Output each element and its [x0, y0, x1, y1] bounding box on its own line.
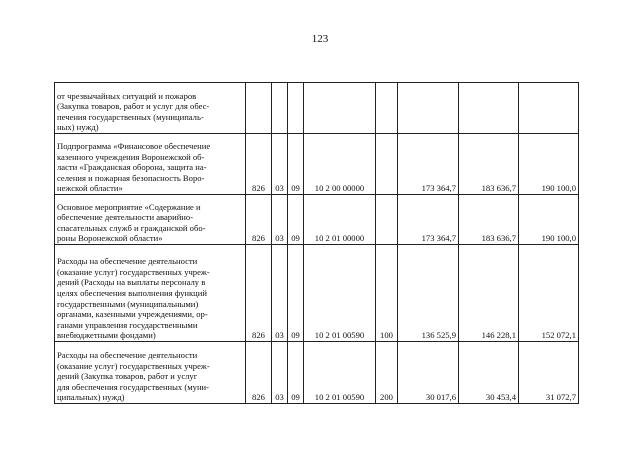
cell-year1: 173 364,7 — [398, 195, 459, 245]
cell-grbs: 826 — [246, 245, 272, 342]
description-line: целях обеспечения выполнения функций — [57, 288, 207, 299]
description-line: (оказание услуг) государственных учреж- — [57, 266, 210, 277]
description-line: дений (Закупка товаров, работ и услуг — [57, 371, 198, 382]
cell-grbs: 826 — [246, 342, 272, 404]
cell-year3: 31 072,7 — [519, 342, 579, 404]
cell-vr — [376, 195, 398, 245]
description-line: (оказание услуг) государственных учреж- — [57, 360, 210, 371]
table-row — [55, 245, 579, 342]
table-row — [55, 83, 579, 134]
cell-year1 — [398, 83, 459, 134]
description-line: от чрезвычайных ситуаций и пожаров — [57, 90, 197, 101]
cell-vr — [376, 134, 398, 195]
description-line: ласти «Гражданская оборона, защита на- — [57, 162, 207, 173]
cell-year2: 30 453,4 — [459, 342, 519, 404]
description-line: казенного учреждения Воронежской об- — [57, 151, 205, 162]
cell-year3 — [519, 83, 579, 134]
table-row — [55, 342, 579, 404]
cell-csr — [304, 83, 376, 134]
row-description — [55, 83, 246, 134]
cell-pr: 09 — [288, 342, 304, 404]
cell-pr: 09 — [288, 245, 304, 342]
description-line: дений (Расходы на выплаты персоналу в — [57, 277, 206, 288]
cell-rz: 03 — [272, 245, 288, 342]
cell-year2: 183 636,7 — [459, 195, 519, 245]
cell-vr — [376, 83, 398, 134]
cell-year3: 190 100,0 — [519, 195, 579, 245]
cell-year1: 30 017,6 — [398, 342, 459, 404]
cell-vr: 200 — [376, 342, 398, 404]
description-line: роны Воронежской области» — [57, 233, 163, 244]
description-line: селения и пожарная безопасность Воро- — [57, 172, 205, 183]
cell-grbs: 826 — [246, 195, 272, 245]
cell-year3: 190 100,0 — [519, 134, 579, 195]
cell-year1: 136 525,9 — [398, 245, 459, 342]
row-description — [55, 134, 246, 195]
cell-pr — [288, 83, 304, 134]
page-number: 123 — [311, 33, 329, 45]
description-line: спасательных служб и гражданской обо- — [57, 222, 206, 233]
row-description — [55, 342, 246, 404]
description-line: Расходы на обеспечение деятельности — [57, 256, 198, 267]
description-line: нежской области» — [57, 183, 123, 194]
description-line: органами, казенными учреждениями, ор- — [57, 309, 208, 320]
description-line: Расходы на обеспечение деятельности — [57, 350, 198, 361]
cell-rz — [272, 83, 288, 134]
cell-rz: 03 — [272, 195, 288, 245]
cell-csr: 10 2 00 00000 — [304, 134, 376, 195]
cell-rz: 03 — [272, 342, 288, 404]
cell-csr: 10 2 01 00000 — [304, 195, 376, 245]
row-description — [55, 195, 246, 245]
cell-rz: 03 — [272, 134, 288, 195]
budget-table — [54, 82, 579, 404]
description-line: внебюджетными фондами) — [57, 330, 156, 341]
description-line: обеспечение деятельности аварийно- — [57, 212, 194, 223]
cell-grbs: 826 — [246, 134, 272, 195]
description-line: ганами управления государственными — [57, 319, 198, 330]
cell-year2: 183 636,7 — [459, 134, 519, 195]
cell-grbs — [246, 83, 272, 134]
description-line: для обеспечения государственных (муни- — [57, 381, 210, 392]
cell-year3: 152 072,1 — [519, 245, 579, 342]
description-line: государственными (муниципальными) — [57, 298, 199, 309]
cell-csr: 10 2 01 00590 — [304, 342, 376, 404]
description-line: Основное мероприятие «Содержание и — [57, 201, 201, 212]
cell-vr: 100 — [376, 245, 398, 342]
table-row — [55, 134, 579, 195]
cell-year2 — [459, 83, 519, 134]
cell-year2: 146 228,1 — [459, 245, 519, 342]
description-line: Подпрограмма «Финансовое обеспечение — [57, 141, 211, 152]
description-line: печения государственных (муниципаль- — [57, 111, 204, 122]
cell-year1: 173 364,7 — [398, 134, 459, 195]
table-row — [55, 195, 579, 245]
cell-pr: 09 — [288, 195, 304, 245]
cell-csr: 10 2 01 00590 — [304, 245, 376, 342]
row-description — [55, 245, 246, 342]
description-line: (Закупка товаров, работ и услуг для обес- — [57, 101, 210, 112]
description-line: ных) нужд) — [57, 122, 99, 133]
description-line: ципальных) нужд) — [57, 392, 125, 403]
cell-pr: 09 — [288, 134, 304, 195]
